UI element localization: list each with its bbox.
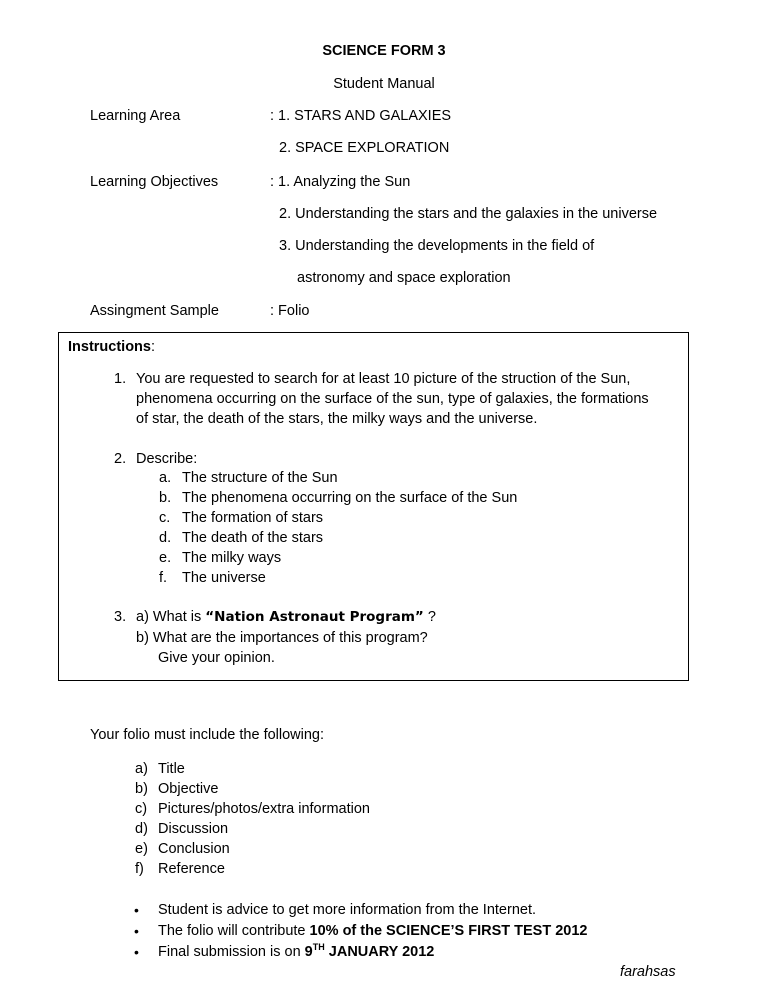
folio-item-letter: e) bbox=[135, 841, 148, 857]
sub-item-text: The structure of the Sun bbox=[182, 470, 338, 486]
bullet-icon: • bbox=[134, 923, 139, 939]
learning-objective-item: astronomy and space exploration bbox=[297, 270, 511, 286]
instruction-line: phenomena occurring on the surface of the sun, type of galaxies, the formations bbox=[136, 391, 649, 407]
instruction-line: b) What are the importances of this program? bbox=[136, 630, 428, 646]
document-subtitle: Student Manual bbox=[333, 76, 435, 92]
author-signature: farahsas bbox=[620, 964, 676, 980]
folio-item-text: Objective bbox=[158, 781, 219, 797]
learning-objective-item: : 1. Analyzing the Sun bbox=[270, 174, 411, 190]
folio-item-letter: f) bbox=[135, 861, 144, 877]
instruction-number: 1. bbox=[114, 371, 127, 387]
submission-day: 9 bbox=[304, 944, 313, 960]
learning-objectives-label: Learning Objectives bbox=[90, 174, 219, 190]
instruction-line bbox=[136, 609, 436, 625]
sub-item-letter: a. bbox=[159, 470, 172, 486]
instruction-line: Describe: bbox=[136, 451, 198, 467]
folio-intro: Your folio must include the following: bbox=[90, 727, 325, 743]
instruction-line: Give your opinion. bbox=[158, 650, 275, 666]
instruction-line: You are requested to search for at least 10 picture of the struction of the Sun, bbox=[136, 371, 631, 387]
assignment-label: Assingment Sample bbox=[90, 303, 219, 319]
program-name: “Nation Astronaut Program” bbox=[205, 609, 424, 625]
sub-item-text: The milky ways bbox=[182, 550, 282, 566]
instructions-heading-colon: : bbox=[150, 339, 156, 355]
note-line bbox=[158, 923, 588, 939]
note-prefix: The folio will contribute bbox=[158, 923, 310, 939]
instruction-line: of star, the death of the stars, the milky ways and the universe. bbox=[136, 411, 538, 427]
folio-item-letter: c) bbox=[135, 801, 148, 817]
sub-item-text: The universe bbox=[182, 570, 266, 586]
day-suffix: TH bbox=[312, 942, 325, 953]
learning-area-label: Learning Area bbox=[90, 108, 181, 124]
folio-item-text: Conclusion bbox=[158, 841, 230, 857]
assignment-value: : Folio bbox=[270, 303, 310, 319]
note-emphasis: 10% of the SCIENCE’S FIRST TEST 2012 bbox=[309, 923, 588, 939]
learning-area-item: 2. SPACE EXPLORATION bbox=[279, 140, 450, 156]
question-prefix: a) What is bbox=[136, 609, 206, 625]
note-prefix: Final submission is on bbox=[158, 944, 305, 960]
instructions-heading bbox=[68, 339, 155, 355]
sub-item-letter: d. bbox=[159, 530, 172, 546]
folio-item-text: Discussion bbox=[158, 821, 229, 837]
learning-objective-item: 2. Understanding the stars and the galaxies in the universe bbox=[279, 206, 658, 222]
document-title: SCIENCE FORM 3 bbox=[322, 43, 446, 59]
folio-item-text: Title bbox=[158, 761, 185, 777]
note-line bbox=[158, 944, 434, 960]
note-line: Student is advice to get more information from the Internet. bbox=[158, 902, 536, 918]
folio-item-text: Pictures/photos/extra information bbox=[158, 801, 370, 817]
bullet-icon: • bbox=[134, 944, 139, 960]
folio-item-letter: b) bbox=[135, 781, 148, 797]
question-suffix: ? bbox=[423, 609, 436, 625]
bullet-icon: • bbox=[134, 902, 139, 918]
learning-objective-item: 3. Understanding the developments in the field of bbox=[279, 238, 595, 254]
submission-month: JANUARY 2012 bbox=[324, 944, 435, 960]
learning-area-item: : 1. STARS AND GALAXIES bbox=[270, 108, 452, 124]
folio-item-letter: a) bbox=[135, 761, 148, 777]
instruction-number: 2. bbox=[114, 451, 127, 467]
instructions-heading-text: Instructions bbox=[68, 339, 151, 355]
sub-item-letter: b. bbox=[159, 490, 172, 506]
instruction-number: 3. bbox=[114, 609, 127, 625]
sub-item-letter: e. bbox=[159, 550, 172, 566]
sub-item-text: The phenomena occurring on the surface of the Sun bbox=[182, 490, 518, 506]
sub-item-text: The death of the stars bbox=[182, 530, 324, 546]
folio-item-letter: d) bbox=[135, 821, 148, 837]
sub-item-text: The formation of stars bbox=[182, 510, 324, 526]
folio-item-text: Reference bbox=[158, 861, 225, 877]
sub-item-letter: f. bbox=[159, 570, 168, 586]
sub-item-letter: c. bbox=[159, 510, 171, 526]
